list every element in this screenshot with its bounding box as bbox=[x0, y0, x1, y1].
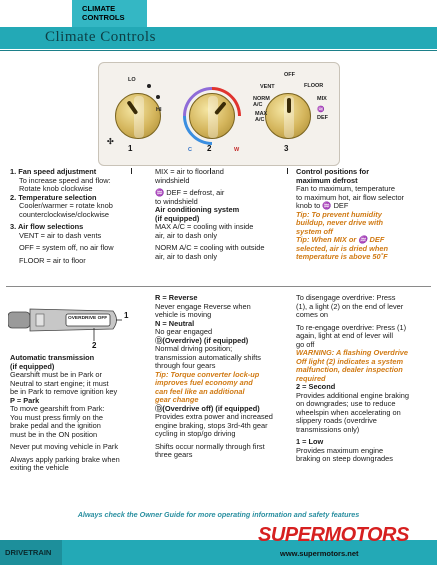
climate-col-3 bbox=[296, 168, 434, 262]
warning-line: required bbox=[296, 373, 326, 383]
heading: Ⓓ(Overdrive off) (if equipped) bbox=[155, 403, 260, 413]
watermark-url: www.supermotors.net bbox=[280, 549, 359, 558]
owner-guide-note: Always check the Owner Guide for more operating information and safety features bbox=[77, 510, 360, 519]
text-line: air, air to dash only bbox=[155, 230, 218, 240]
text-line: To increase speed and flow: bbox=[19, 175, 111, 185]
text-line: Provides maximum engine bbox=[296, 445, 384, 455]
text-line: to maximum hot, air flow selector bbox=[296, 192, 405, 202]
heading: Air conditioning system bbox=[155, 205, 240, 214]
label-norm-ac: NORM A/C bbox=[253, 96, 270, 108]
heading: 2 = Second bbox=[296, 382, 336, 391]
heading: maximum defrost bbox=[296, 175, 358, 185]
heading: Automatic transmission bbox=[10, 353, 95, 362]
text-line: To move gearshift from Park: bbox=[10, 404, 105, 413]
dot-mark bbox=[147, 84, 151, 88]
text-line: MAX A/C = cooling with inside bbox=[155, 222, 254, 231]
gearshift-lever-diagram bbox=[8, 295, 128, 355]
text-line: engine braking, stops 3rd-4th gear bbox=[155, 420, 268, 430]
text-line: Provides additional engine braking bbox=[296, 390, 409, 400]
text-line: Fan to maximum, temperature bbox=[296, 184, 395, 193]
text-line: Rotate knob clockwise bbox=[19, 184, 93, 193]
section-divider bbox=[6, 286, 431, 287]
text-line: Never engage Reverse when bbox=[155, 301, 251, 311]
heading: R = Reverse bbox=[155, 293, 198, 302]
text-line: transmissions only) bbox=[296, 424, 360, 434]
overdrive-off-icon: Ⓓ bbox=[155, 403, 163, 413]
label-off: OFF bbox=[284, 72, 295, 78]
label-lo: LO bbox=[128, 77, 136, 83]
temperature-knob bbox=[189, 93, 235, 139]
watermark bbox=[258, 524, 433, 562]
label-max-ac: MAX A/C bbox=[255, 111, 268, 123]
text-line: Normal driving position; bbox=[155, 344, 233, 353]
tip-line: buildup, never drive with bbox=[296, 218, 384, 227]
fan-icon: ✣ bbox=[107, 137, 114, 146]
text-line: three gears bbox=[155, 450, 193, 459]
tip-line: selected, air is dried when bbox=[296, 243, 389, 253]
label-mix: MIX bbox=[317, 96, 327, 102]
tip-line: Tip: To prevent humidity bbox=[296, 209, 382, 219]
label-floor: FLOOR bbox=[304, 83, 324, 89]
text-line: counterclockwise/clockwise bbox=[19, 209, 109, 219]
text-line: cycling in stop/go driving bbox=[155, 429, 236, 438]
climate-col-2 bbox=[155, 168, 290, 261]
shifter-callout-1: 1 bbox=[124, 311, 129, 320]
tip-line: Tip: When MIX or ♒ DEF bbox=[296, 235, 385, 244]
text-line: windshield bbox=[155, 175, 190, 185]
heading: 1 = Low bbox=[296, 437, 324, 446]
heading: 2. Temperature selection bbox=[10, 192, 97, 202]
text-line: FLOOR = air to floor bbox=[19, 255, 86, 265]
label-hi: HI bbox=[156, 107, 162, 113]
text-line: braking on steep downgrades bbox=[296, 454, 393, 463]
text-line: be in Park to remove ignition key bbox=[10, 387, 118, 396]
text-line: (1), a light (2) on the end of lever bbox=[296, 301, 404, 311]
text-line: through four gears bbox=[155, 361, 216, 370]
text-line: vehicle is moving bbox=[155, 310, 212, 319]
text-line: Neutral to start engine; it must bbox=[10, 378, 109, 388]
heading: 1. Fan speed adjustment bbox=[10, 167, 97, 176]
text-line: transmission automatically shifts bbox=[155, 352, 261, 362]
text-line: go off bbox=[296, 339, 315, 349]
text-line: must be in the ON position bbox=[10, 429, 98, 439]
callout-2: 2 bbox=[207, 144, 212, 153]
heading: 3. Air flow selections bbox=[10, 222, 84, 231]
transmission-col-3 bbox=[296, 294, 434, 464]
text-line: comes on bbox=[296, 310, 329, 319]
text-line: VENT = air to dash vents bbox=[19, 230, 102, 240]
climate-panel-diagram bbox=[98, 62, 340, 166]
overdrive-off-button-label: OVERDRIVE OFF bbox=[68, 316, 108, 321]
watermark-logo: SUPERMOTORS bbox=[258, 524, 409, 546]
heading: N = Neutral bbox=[155, 318, 195, 328]
callout-3: 3 bbox=[284, 144, 289, 153]
defrost-icon: ♒ bbox=[317, 107, 325, 113]
warning-line: malfunction, dealer inspection bbox=[296, 365, 403, 374]
page-title: Climate Controls bbox=[45, 29, 156, 45]
text-line: slippery roads (overdrive bbox=[296, 416, 377, 425]
warning-line: Off light (2) indicates a system bbox=[296, 356, 404, 366]
tip-line: can feel like an additional bbox=[155, 386, 245, 396]
climate-col-1 bbox=[10, 168, 150, 265]
shifter-callout-2: 2 bbox=[92, 341, 97, 350]
defrost-icon: ♒ bbox=[322, 201, 332, 210]
fan-speed-knob bbox=[115, 93, 161, 139]
text-line: Cooler/warmer = rotate knob bbox=[19, 201, 113, 210]
text-line: again, light at end of lever will bbox=[296, 331, 393, 340]
title-rule bbox=[0, 50, 437, 51]
text-line: air, air to dash only bbox=[155, 251, 218, 261]
text-line: No gear engaged bbox=[155, 327, 213, 336]
transmission-col-2 bbox=[155, 294, 292, 460]
tip-line: improves fuel economy and bbox=[155, 378, 253, 387]
text-line: To re-engage overdrive: Press (1) bbox=[296, 322, 407, 332]
transmission-col-1 bbox=[10, 354, 153, 473]
tip-line: Tip: Torque converter lock-up bbox=[155, 369, 260, 379]
overdrive-icon: Ⓓ bbox=[155, 335, 163, 345]
text-line: Shifts occur normally through first bbox=[155, 441, 265, 451]
label-vent: VENT bbox=[260, 84, 275, 90]
text-line: Always apply parking brake when bbox=[10, 454, 120, 464]
callout-1: 1 bbox=[128, 144, 133, 153]
heading: (if equipped) bbox=[155, 213, 200, 223]
text-line: on downgrades; use to reduce bbox=[296, 399, 396, 408]
defrost-icon: ♒ bbox=[358, 235, 368, 244]
text-line: brake pedal and the ignition bbox=[10, 421, 101, 430]
dot-mark bbox=[156, 95, 160, 99]
tip-line: system off bbox=[296, 226, 333, 236]
heading: Ⓓ(Overdrive) (if equipped) bbox=[155, 335, 249, 345]
text-line: knob to ♒ DEF bbox=[296, 201, 349, 210]
heading: P = Park bbox=[10, 395, 40, 405]
heading: (if equipped) bbox=[10, 361, 55, 371]
airflow-knob bbox=[265, 93, 311, 139]
text-line: ♒ DEF = defrost, air bbox=[155, 188, 225, 197]
heading: Control positions for bbox=[296, 167, 370, 176]
text-line: exiting the vehicle bbox=[10, 463, 69, 472]
text-line: MIX = air to floor and bbox=[155, 167, 224, 176]
footer-tab-label: DRIVETRAIN bbox=[0, 540, 62, 565]
tab-label-line2: CONTROLS bbox=[82, 13, 125, 22]
text-line: To disengage overdrive: Press bbox=[296, 293, 396, 302]
section-tab bbox=[72, 0, 147, 27]
defrost-icon: ♒ bbox=[155, 188, 167, 197]
label-def: DEF bbox=[317, 115, 328, 121]
text-line: wheelspin when accelerating on bbox=[296, 407, 401, 417]
text-line: Provides extra power and increased bbox=[155, 412, 273, 421]
text-line: Gearshift must be in Park or bbox=[10, 370, 103, 379]
warning-line: WARNING: A flashing Overdrive bbox=[296, 348, 408, 357]
tip-line: temperature is above 50˚F bbox=[296, 252, 388, 261]
text-line: to windshield bbox=[155, 196, 198, 206]
label-warm: W bbox=[234, 147, 240, 153]
text-line: You must press firmly on the bbox=[10, 412, 103, 422]
tip-line: gear change bbox=[155, 395, 199, 404]
text-line: OFF = system off, no air flow bbox=[19, 243, 114, 252]
tab-label-line1: CLIMATE bbox=[82, 4, 116, 13]
label-cold: C bbox=[188, 147, 192, 153]
text-line: NORM A/C = cooling with outside bbox=[155, 243, 265, 252]
text-line: Never put moving vehicle in Park bbox=[10, 442, 119, 451]
